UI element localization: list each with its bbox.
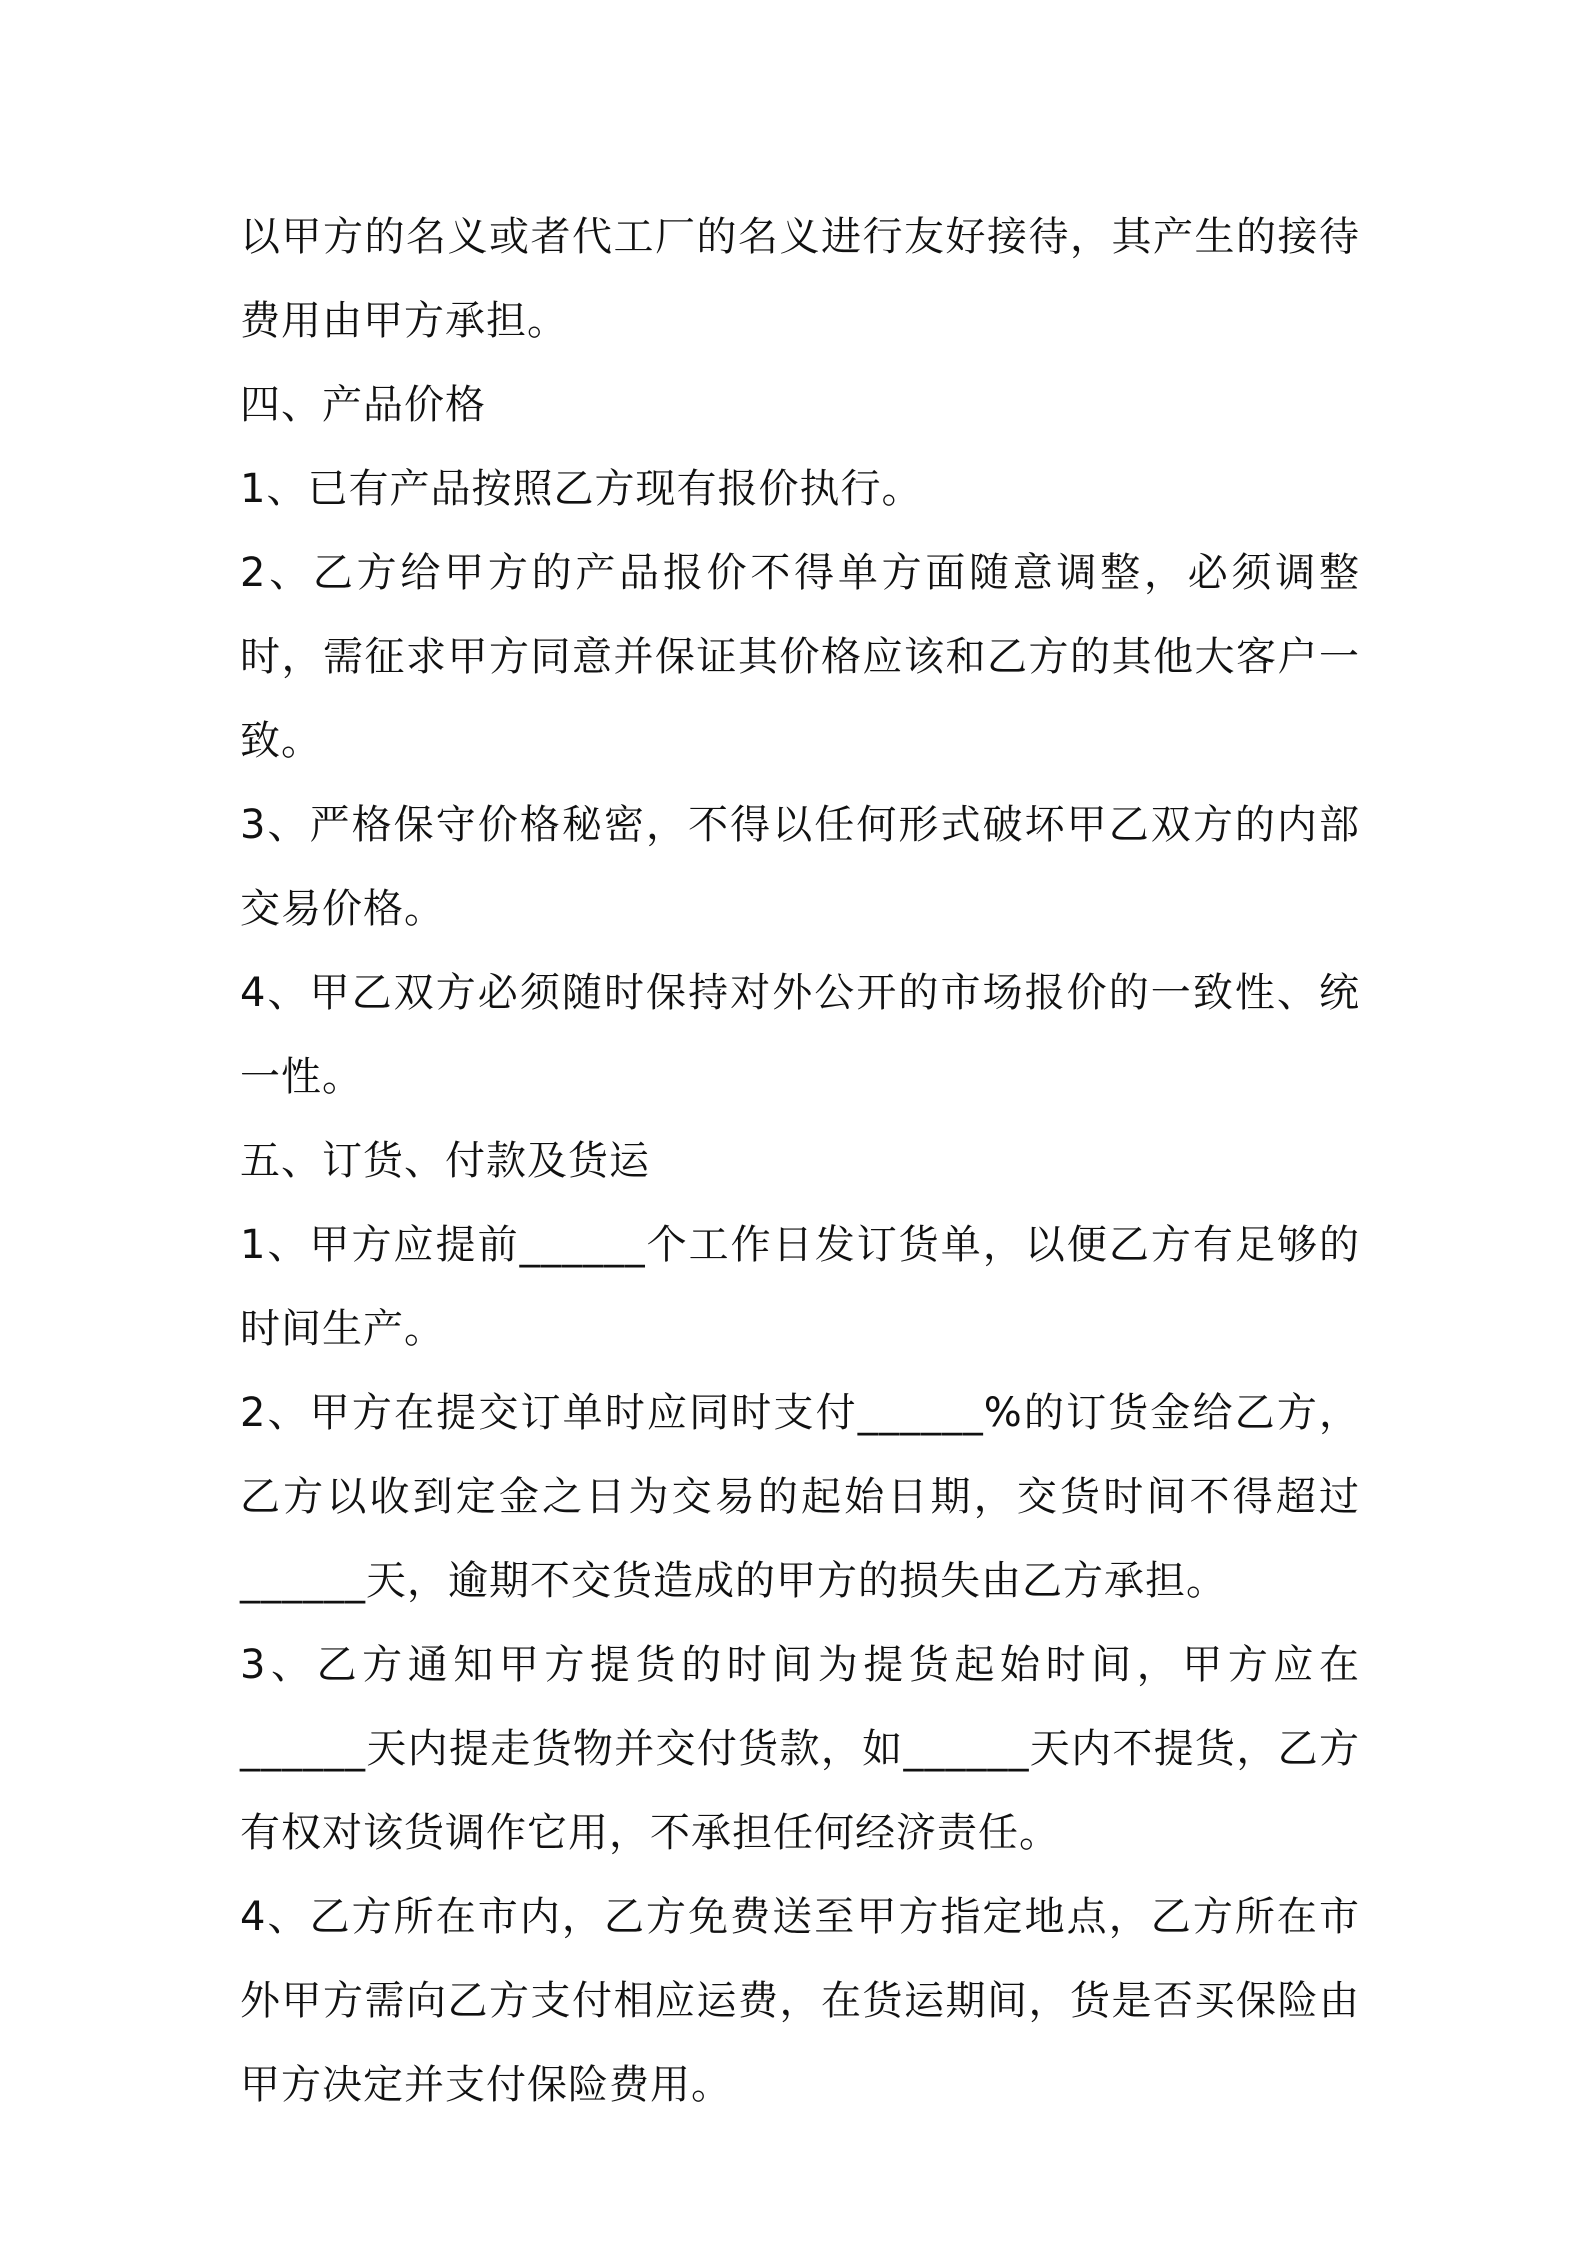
clause-order-3: 3、乙方通知甲方提货的时间为提货起始时间，甲方应在______天内提走货物并交付货款，如______天内不提货，乙方有权对该货调作它用，不承担任何经济责任。 xyxy=(240,1642,1360,1856)
section-heading-product-price: 四、产品价格 xyxy=(240,382,486,428)
section-heading-order-payment-shipping: 五、订货、付款及货运 xyxy=(240,1138,650,1184)
clause-price-2: 2、乙方给甲方的产品报价不得单方面随意调整，必须调整时，需征求甲方同意并保证其价格应该和乙方的其他大客户一致。 xyxy=(240,550,1360,764)
clause-price-4: 4、甲乙双方必须随时保持对外公开的市场报价的一致性、统一性。 xyxy=(240,970,1360,1100)
clause-order-4: 4、乙方所在市内，乙方免费送至甲方指定地点，乙方所在市外甲方需向乙方支付相应运费，在货运期间，货是否买保险由甲方决定并支付保险费用。 xyxy=(240,1894,1360,2108)
paragraph-reception-cost: 以甲方的名义或者代工厂的名义进行友好接待，其产生的接待费用由甲方承担。 xyxy=(240,214,1360,344)
clause-price-3: 3、严格保守价格秘密，不得以任何形式破坏甲乙双方的内部交易价格。 xyxy=(240,802,1360,932)
clause-order-1: 1、甲方应提前______个工作日发订货单，以便乙方有足够的时间生产。 xyxy=(240,1222,1360,1352)
clause-order-2: 2、甲方在提交订单时应同时支付______%的订货金给乙方，乙方以收到定金之日为交易的起始日期，交货时间不得超过______天，逾期不交货造成的甲方的损失由乙方承担。 xyxy=(240,1390,1360,1604)
clause-price-1: 1、已有产品按照乙方现有报价执行。 xyxy=(240,466,923,512)
document-body xyxy=(240,195,1360,2127)
